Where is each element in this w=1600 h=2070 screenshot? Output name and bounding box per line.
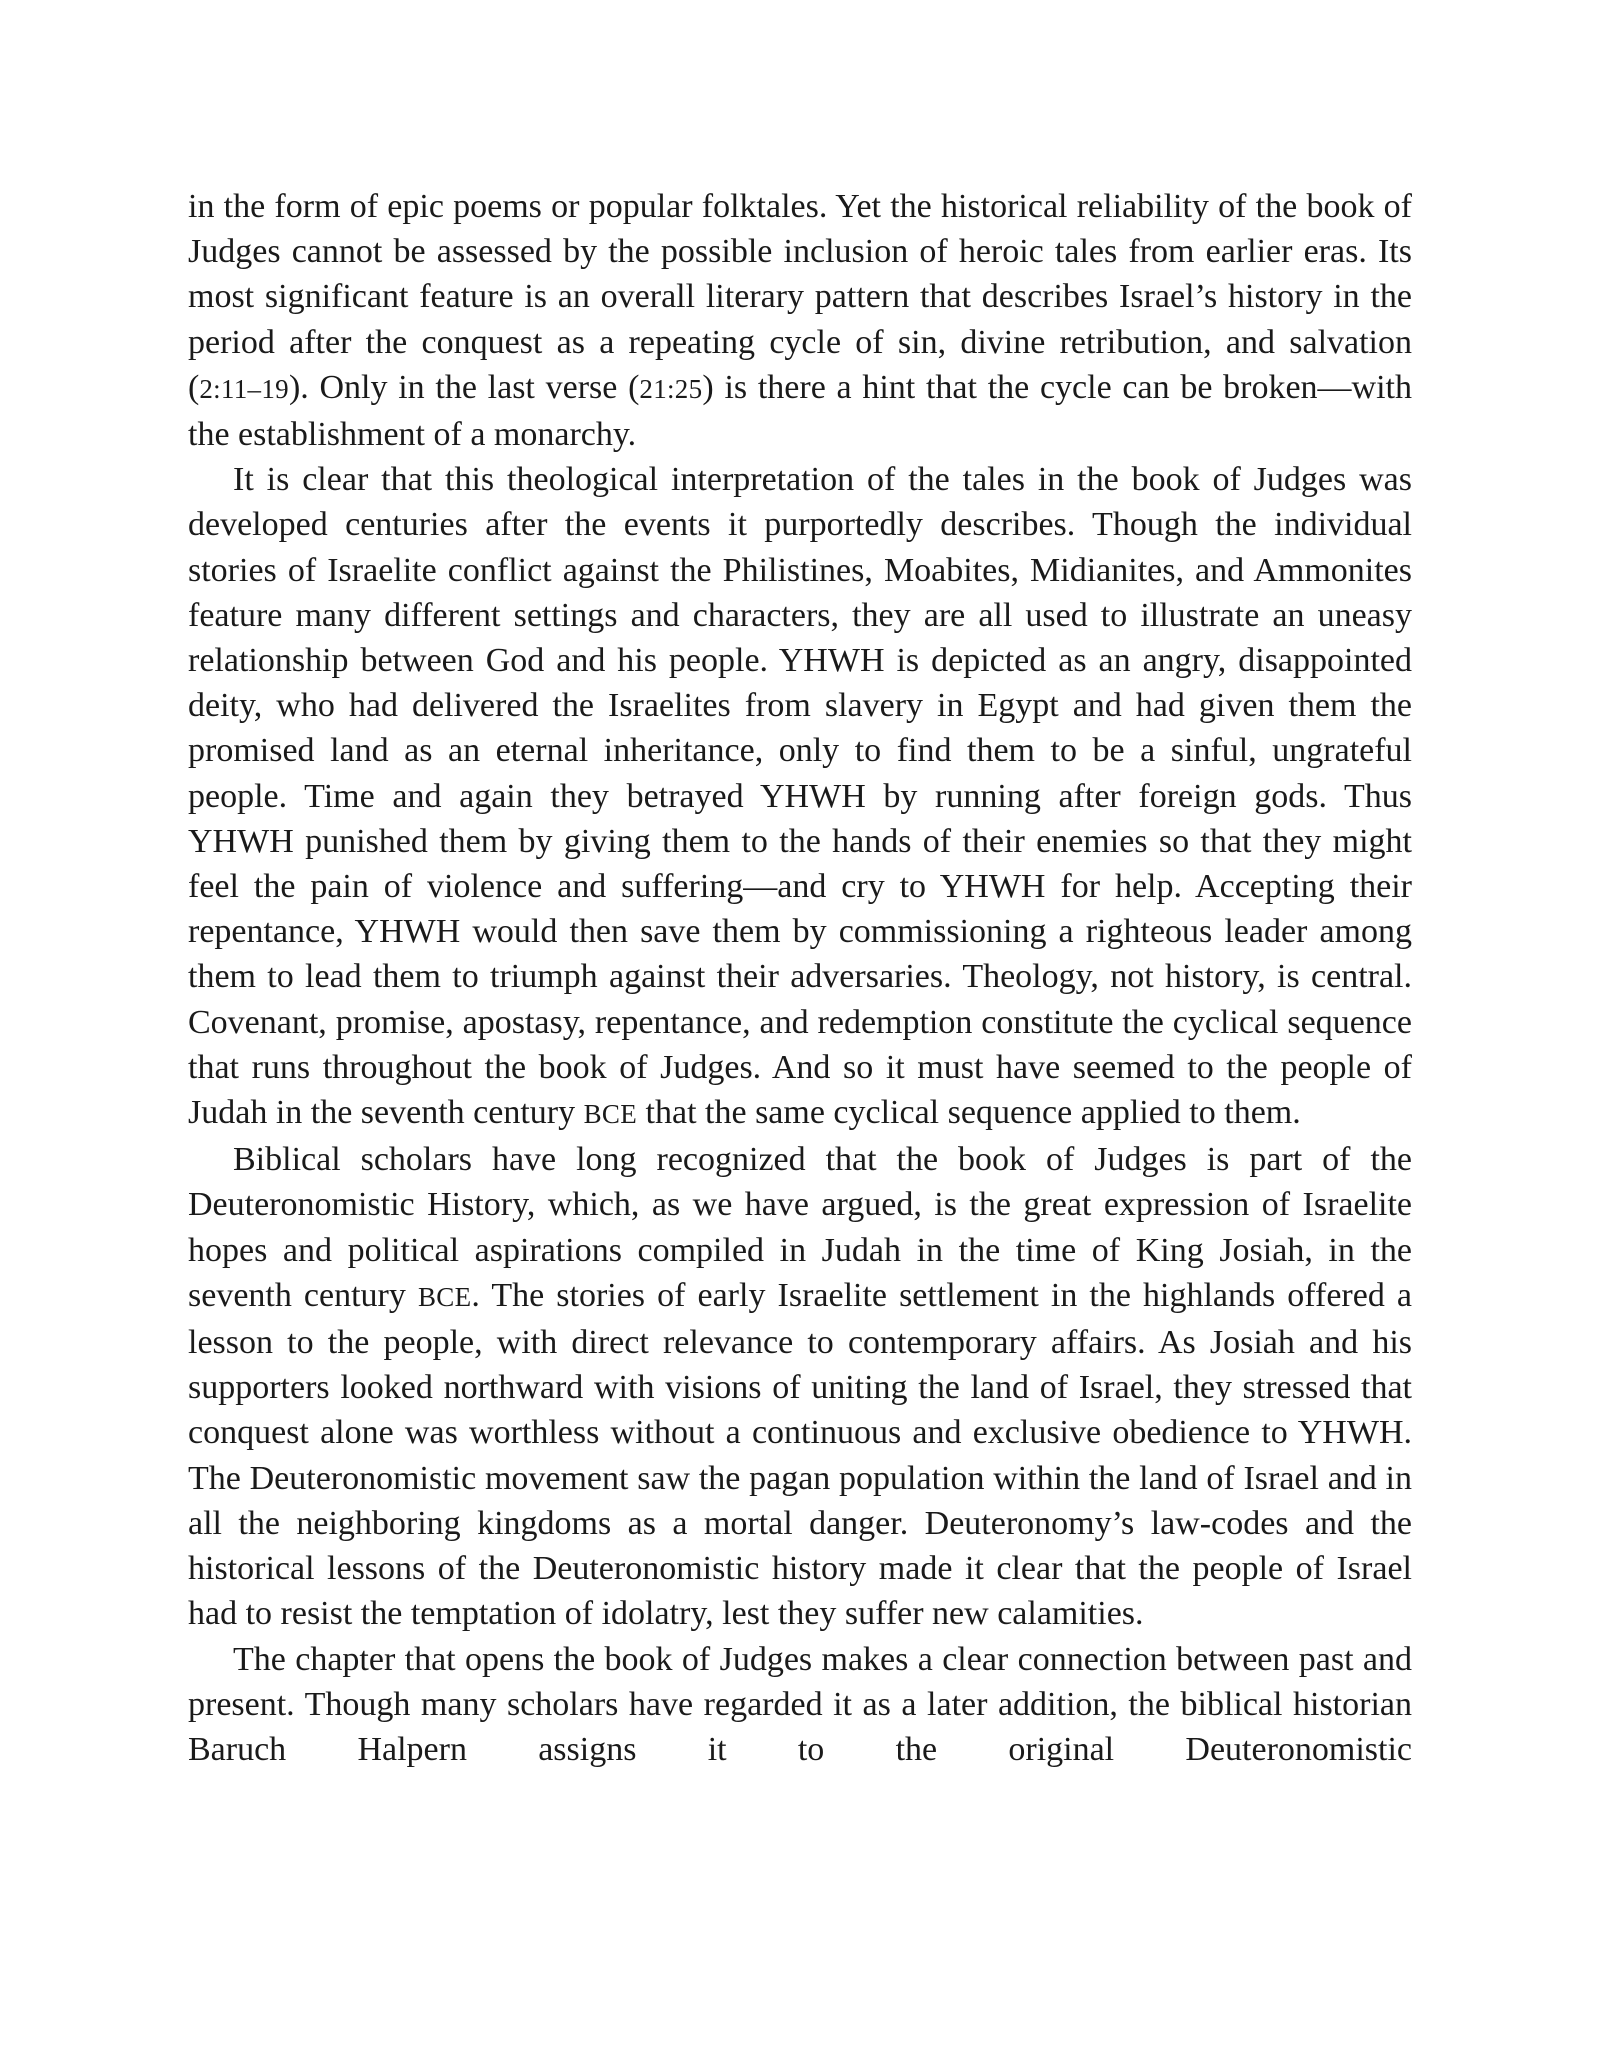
verse-reference: 2:11–19 [199,373,289,404]
paragraph-3-text-b: . The stories of early Israelite settlement in the highlands offered a lesson to the people, with direct relevance to contemporary affairs. As Josiah and his supporters looked northward with visions of uniting the land of Israel, they stressed that conquest alone was worthless without a continuous and exclusive obedience to YHWH. The Deuteronomistic movement saw the pagan population within the land of Israel and in all the neighboring kingdoms as a mortal danger. Deuteronomy’s law-codes and the historical lessons of the Deuteronomistic history made it clear that the people of Israel had to resist the temptation of idolatry, lest they suffer new calamities. [188,1276,1412,1633]
body-text [188,184,1412,1772]
paragraph-3-text-a: Biblical scholars have long recognized that the book of Judges is part of the Deuteronomistic History, which, as we have argued, is the great expression of Israelite hopes and political aspirations compiled in Judah in the time of King Josiah, in the seventh century [188,1141,1412,1314]
paragraph-1-text-c: ) is there a hint that the cycle can be broken—with the establishment of a monarchy. [188,368,1412,454]
paragraph-1-text-a: in the form of epic poems or popular folktales. Yet the historical reliability of the book of Judges cannot be assessed by the possible inclusion of heroic tales from earlier eras. Its most significant feature is an overall literary pattern that describes Israel’s history in the period after the conquest as a repeating cycle of sin, divine retribution, and salvation ( [188,188,1412,406]
paragraph-2-text-b: that the same cyclical sequence applied to them. [637,1094,1301,1132]
paragraph-1-text-b: ). Only in the last verse ( [288,368,640,406]
paragraph-3 [188,1137,1412,1636]
era-abbreviation: BCE [583,1099,638,1130]
era-abbreviation: BCE [417,1281,472,1312]
paragraph-4 [188,1637,1412,1773]
paragraph-4-text-a: The chapter that opens the book of Judges makes a clear connection between past and present. Though many scholars have regarded it as a later addition, the biblical historian Baruch Halpern assigns it to the original Deuteronomistic [188,1640,1412,1768]
paragraph-2-text-a: It is clear that this theological interpretation of the tales in the book of Judges was developed centuries after the events it purportedly describes. Though the individual stories of Israelite conflict against the Philistines, Moabites, Midianites, and Ammonites feature many different settings and characters, they are all used to illustrate an uneasy relationship between God and his people. YHWH is depicted as an angry, disappointed deity, who had delivered the Israelites from slavery in Egypt and had given them the promised land as an eternal inheritance, only to find them to be a sinful, ungrateful people. Time and again they betrayed YHWH by running after foreign gods. Thus YHWH punished them by giving them to the hands of their enemies so that they might feel the pain of violence and suffering—and cry to YHWH for help. Accepting their repentance, YHWH would then save them by commissioning a righteous leader among them to lead them to triumph against their adversaries. Theology, not history, is central. Covenant, promise, apostasy, repentance, and redemption constitute the cyclical sequence that runs throughout the book of Judges. And so it must have seemed to the people of Judah in the seventh century [188,461,1412,1132]
paragraph-1 [188,184,1412,457]
paragraph-2 [188,457,1412,1137]
verse-reference: 21:25 [639,373,703,404]
